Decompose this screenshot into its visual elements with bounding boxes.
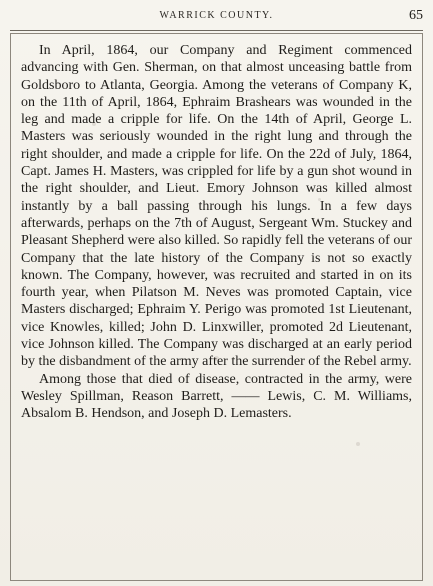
paragraph-1: In April, 1864, our Company and Regiment commenced advancing with Gen. Sherman, on that almost unceasing battle from Goldsboro to Atlanta, Georgia. Among the veterans of Company K, on the 11th of April, 1864, Ephraim Brashears was wounded in the leg and made a cripple for life. On the 14th of April, George L. Masters was seriously wounded in the right lung and through the right shoulder, and made a cripple for life. On the 22d of July, 1864, Capt. James H. Masters, was crippled for life by a gun shot wound in the right shoulder, and Lieut. Emory Johnson was killed almost instantly by a ball passing through his lungs. In a few days afterwards, perhaps on the 7th of August, Sergeant Wm. Stuckey and Pleasant Shepherd were also killed. So rapidly fell the veterans of our Company that the late history of the Company is not so exactly known. The Company, however, was recruited and started in on its fourth year, when Pilatson M. Neves was promoted Captain, vice Masters discharged; Ephraim Y. Perigo was promoted 1st Lieutenant, vice Knowles, killed; John D. Linxwiller, promoted 2d Lieutenant, vice Johnson killed. The Company was discharged at an early period by the disbandment of the army after the surrender of the Rebel army. [21,43,412,370]
running-title: WARRICK COUNTY. [159,10,274,21]
header-rule [10,30,423,31]
paragraph-2: Among those that died of disease, contracted in the army, were Wesley Spillman, Reason Barrett, —— Lewis, C. M. Williams, Absalom B. Hendson, and Joseph D. Lemasters. [21,371,412,422]
page-number: 65 [409,8,423,23]
text-frame [10,33,423,581]
running-head [0,8,433,26]
